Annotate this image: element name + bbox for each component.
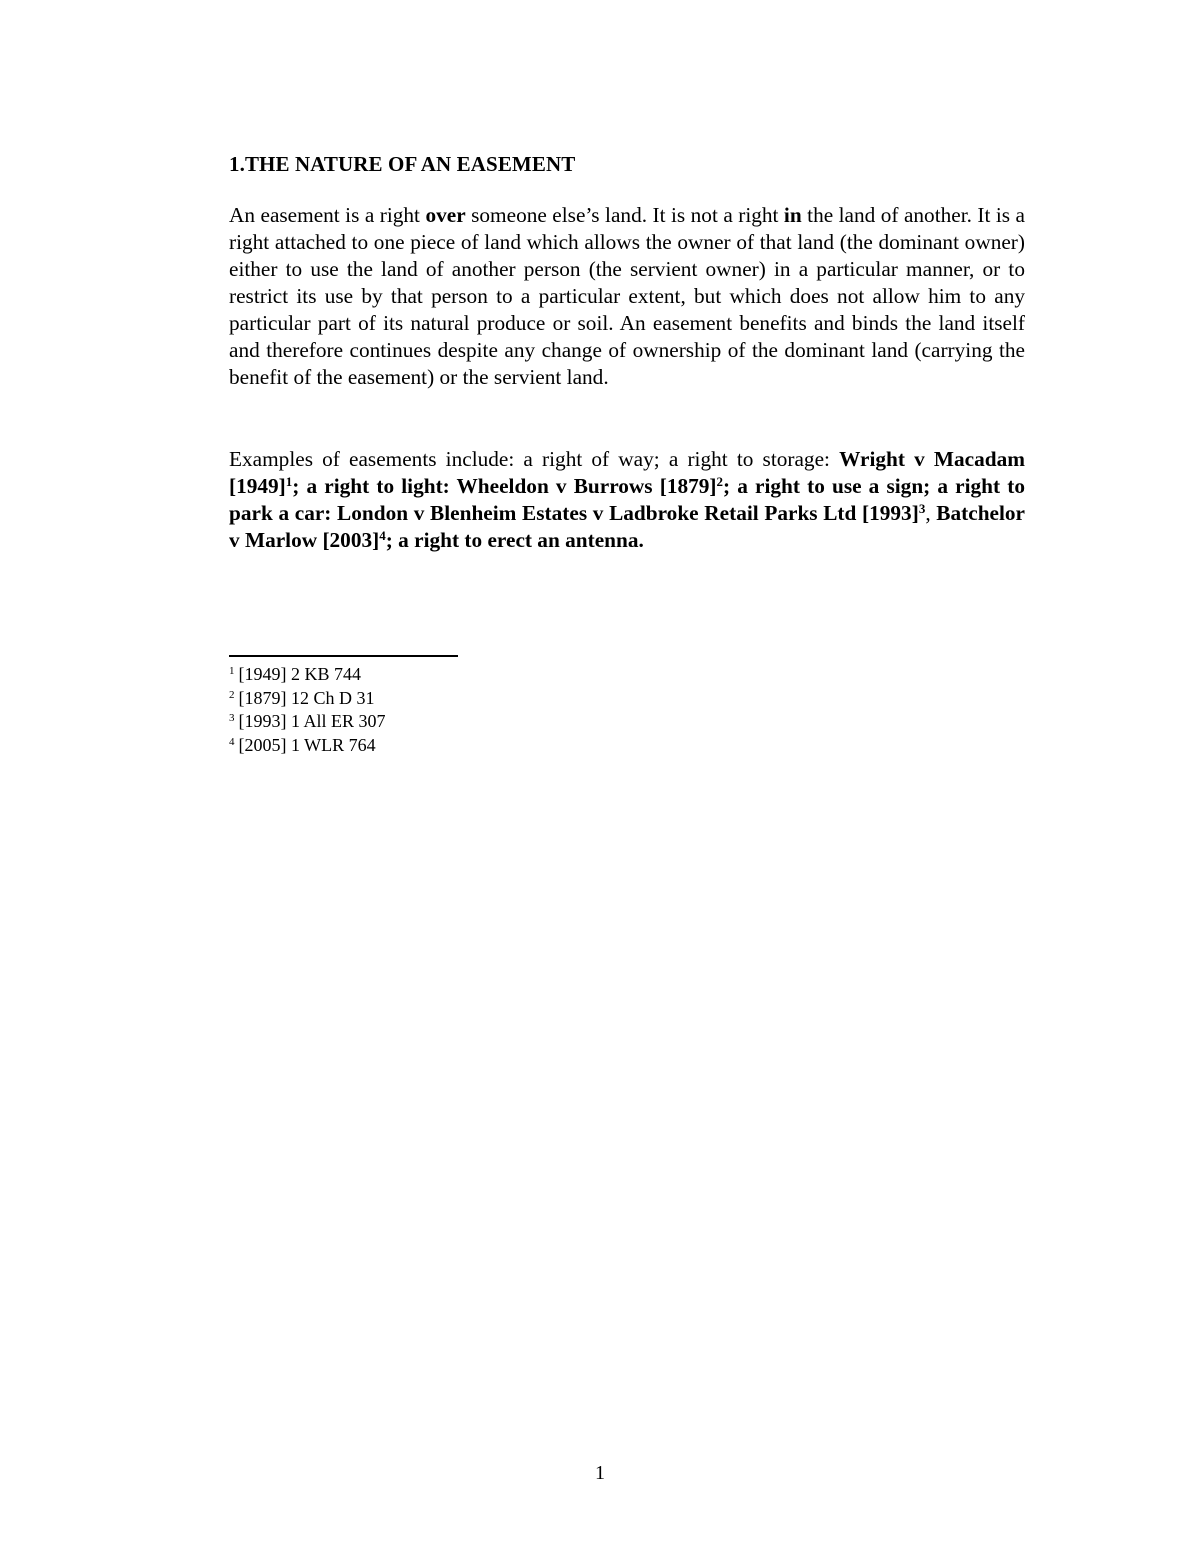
footnote-text: [2005] 1 WLR 764 [238,734,376,755]
footnote-text: [1879] 12 Ch D 31 [238,687,375,708]
text-run: ; a right to erect an antenna. [385,528,644,552]
footnote [229,663,729,687]
text-run: ; a right to light: [292,474,457,498]
footnote-number: 1 [229,665,235,677]
footnote-ref-4[interactable]: 4 [379,528,386,543]
footnote-ref-2[interactable]: 2 [716,474,724,489]
text-run: ; a right to use a sign; a right to park a car: [229,474,1025,525]
footnote [229,710,729,734]
text-run: the land of another. It is a right attached to one piece of land which allows the owner of that land (the dominant owner) either to use the land of another person (the servient owner) in a particular manner, or to restrict its use by that person to a particular extent, but which does not allow him to any particular part of its natural produce or soil. An easement benefits and binds the land itself and therefore continues despite any change of ownership of the dominant land (carrying the benefit of the easement) or the servient land. [229,203,1026,389]
paragraph-examples [229,446,1025,554]
footnote-number: 3 [229,712,235,724]
case-citation-wheeldon: Wheeldon v Burrows [1879] [456,474,717,498]
footnote-separator [229,655,458,657]
bold-term-in: in [783,203,802,227]
footnote-number: 2 [229,688,235,701]
footnote-text: [1993] 1 All ER 307 [238,711,386,731]
text-run: someone else’s land. It is not a right [465,203,784,227]
text-run: , [925,501,937,525]
footnote-ref-3[interactable]: 3 [918,501,926,516]
bold-term-over: over [425,203,466,227]
case-citation-wright: Wright v Macadam [1949] [229,447,1026,498]
footnote-text: [1949] 2 KB 744 [238,664,361,684]
case-citation-london: London v Blenheim Estates v Ladbroke Retail Parks Ltd [1993] [337,501,919,525]
section-heading: 1.THE NATURE OF AN EASEMENT [229,152,576,176]
case-citation-batchelor: Batchelor v Marlow [2003] [229,501,1026,552]
text-run: Examples of easements include: a right of way; a right to storage: [229,447,840,471]
text-run: An easement is a right [229,203,426,227]
footnotes [229,663,729,757]
paragraph-definition [229,202,1025,391]
footnote-ref-1[interactable]: 1 [285,474,293,489]
footnote [229,687,729,711]
footnote-number: 4 [229,735,235,748]
page-number: 1 [595,1462,605,1484]
footnote [229,734,729,758]
